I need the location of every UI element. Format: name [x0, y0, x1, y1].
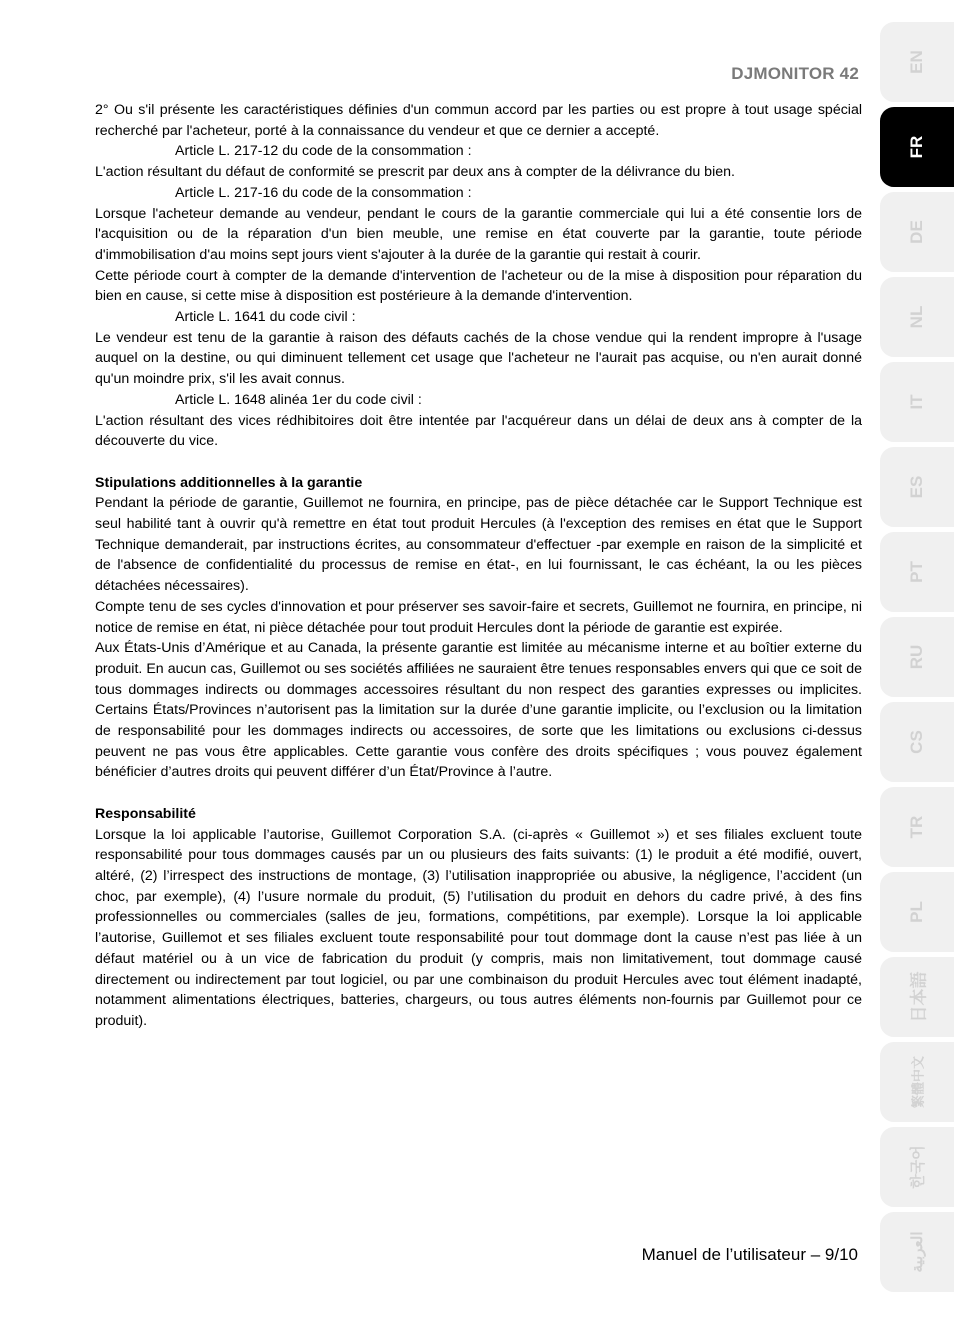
paragraph: L'action résultant du défaut de conformité se prescrit par deux ans à compter de la délivrance du bien.: [95, 164, 735, 181]
language-tabs: [880, 22, 954, 1297]
spacer: [95, 783, 862, 804]
paragraph: L'action résultant des vices rédhibitoires doit être intentée par l'acquéreur dans un délai de deux ans à compter de la découverte du vice.: [95, 412, 862, 450]
language-tab-fr[interactable]: [880, 107, 954, 187]
paragraph: Cette période court à compter de la demande d'intervention de l'acheteur ou de la mise à disposition pour réparation du bien en cause, si cette mise à disposition est postérieure à la demande d'intervention.: [95, 267, 862, 305]
document-body: [95, 100, 862, 1032]
language-tab-pl[interactable]: [880, 872, 954, 952]
tab-label: 日本語: [909, 971, 929, 1023]
tab-label: PL: [907, 901, 926, 923]
tab-label: 繁體中文: [910, 1055, 926, 1109]
tab-label: ES: [907, 475, 926, 499]
article-reference: Article L. 1641 du code civil :: [175, 309, 356, 326]
section-heading: Responsabilité: [95, 805, 196, 822]
tab-label: CS: [907, 730, 926, 754]
language-tab-de[interactable]: [880, 192, 954, 272]
language-tab-en[interactable]: [880, 22, 954, 102]
tab-label: IT: [907, 394, 926, 410]
paragraph: Pendant la période de garantie, Guillemot ne fournira, en principe, pas de pièce détachée car le Support Technique est seul habilité tant à ouvrir qu'à remettre en état tout produit Hercules (à l'exception des remises en état que le Support Technique demanderait, par instructions écrites, au consommateur d'effectuer -par exemple en raison de la simplicité et de l'absence de confidentialité du processus de remise en état-, en lui fournissant, le cas échéant, la ou les pièces détachées nécessaires).: [95, 495, 862, 595]
tab-label: DE: [907, 220, 926, 244]
language-tab-pt[interactable]: [880, 532, 954, 612]
article-reference: Article L. 217-12 du code de la consommation :: [175, 143, 472, 160]
tab-label: العربية: [909, 1231, 926, 1273]
product-title: DJMONITOR 42: [731, 64, 859, 83]
language-tab-ar[interactable]: [880, 1212, 954, 1292]
tab-label: PT: [907, 561, 926, 583]
language-tab-es[interactable]: [880, 447, 954, 527]
page-footer: Manuel de l’utilisateur – 9/10: [641, 1245, 858, 1264]
section-heading: Stipulations additionnelles à la garantie: [95, 474, 363, 491]
language-tab-ru[interactable]: [880, 617, 954, 697]
tab-label: RU: [907, 644, 926, 670]
language-tab-ko[interactable]: [880, 1127, 954, 1207]
language-tab-ja[interactable]: [880, 957, 954, 1037]
paragraph: Lorsque la loi applicable l’autorise, Guillemot Corporation S.A. (ci-après « Guillemot ») et ses filiales excluent toute responsabilité pour tous dommages causés par un ou plusieurs des faits suivants: (1) le produit a été modifié, ouvert, altéré, (2) l’irrespect des instructions de montage, (3) l’utilisation inappropriée ou abusive, la négligence, l’accident (un choc, par exemple), (4) l’usure normale du produit, (5) l’utilisation du produit en dehors du cadre privé, à des fins professionnelles ou commerciales (salles de jeu, formations, compétitions, par exemple). Lorsque la loi applicable l’autorise, Guillemot et ses filiales excluent toute responsabilité pour tout dommage dont la cause n’est pas liée à un défaut matériel ou à un vice de fabrication du produit (y compris, mais non limitativement, tout dommage causé directement ou indirectement par tout logiciel, ou par une combinaison du produit Hercules avec tout élément inadapté, notamment alimentations électriques, batteries, chargeurs, ou tous autres éléments non-fournis par Guillemot pour ce produit).: [95, 826, 862, 1029]
paragraph: 2° Ou s'il présente les caractéristiques définies d'un commun accord par les parties ou est propre à tout usage spécial recherché par l'acheteur, porté à la connaissance du vendeur et que ce dernier a accepté.: [95, 102, 862, 139]
language-tab-it[interactable]: [880, 362, 954, 442]
language-tab-zh-tw[interactable]: [880, 1042, 954, 1122]
paragraph: Lorsque l'acheteur demande au vendeur, pendant le cours de la garantie commerciale qui lui a été consentie lors de l'acquisition ou de la réparation d'un bien meuble, une remise en état couverte par la garantie, toute période d'immobilisation d'au moins sept jours vient s'ajouter à la durée de la garantie qui restait à courir.: [95, 205, 862, 263]
tab-label: TR: [907, 815, 926, 839]
paragraph: Compte tenu de ses cycles d'innovation et pour préserver ses savoir-faire et secrets, Guillemot ne fournira, en principe, ni notice de remise en état, ni pièce détachée pour tout produit Hercules dont la période de garantie est expirée.: [95, 598, 862, 636]
language-tab-nl[interactable]: [880, 277, 954, 357]
tab-label: 한국어: [909, 1145, 927, 1189]
article-reference: Article L. 1648 alinéa 1er du code civil :: [175, 391, 422, 408]
spacer: [95, 452, 862, 473]
paragraph: Aux États-Unis d’Amérique et au Canada, la présente garantie est limitée au mécanisme interne et au boîtier externe du produit. En aucun cas, Guillemot ou ses sociétés affiliées ne sauraient être tenues responsables envers qui que ce soit de tous dommages indirects ou dommages accessoires résultant du non respect des garanties expresses ou implicites. Certains États/Provinces n’autorisent pas la limitation sur la durée d’une garantie implicite, ou l’exclusion ou la limitation de responsabilité pour les dommages indirects ou accessoires, de sorte que les limitations ou exclusions ci-dessus peuvent ne pas vous être applicables. Cette garantie vous confère des droits spécifiques ; vous pouvez également bénéficier d’autres droits qui peuvent différer d’un État/Province à l’autre.: [95, 640, 862, 781]
article-reference: Article L. 217-16 du code de la consommation :: [175, 184, 472, 201]
tab-label: EN: [907, 50, 926, 74]
tab-label: NL: [907, 305, 926, 329]
tab-label: FR: [907, 135, 926, 159]
language-tab-cs[interactable]: [880, 702, 954, 782]
language-tab-tr[interactable]: [880, 787, 954, 867]
paragraph: Le vendeur est tenu de la garantie à raison des défauts cachés de la chose vendue qui la rendent impropre à l'usage auquel on la destine, ou qui diminuent tellement cet usage que l'acheteur ne l'aurait pas acquise, ou n'en aurait donné qu'un moindre prix, s'il les avait connus.: [95, 329, 862, 388]
